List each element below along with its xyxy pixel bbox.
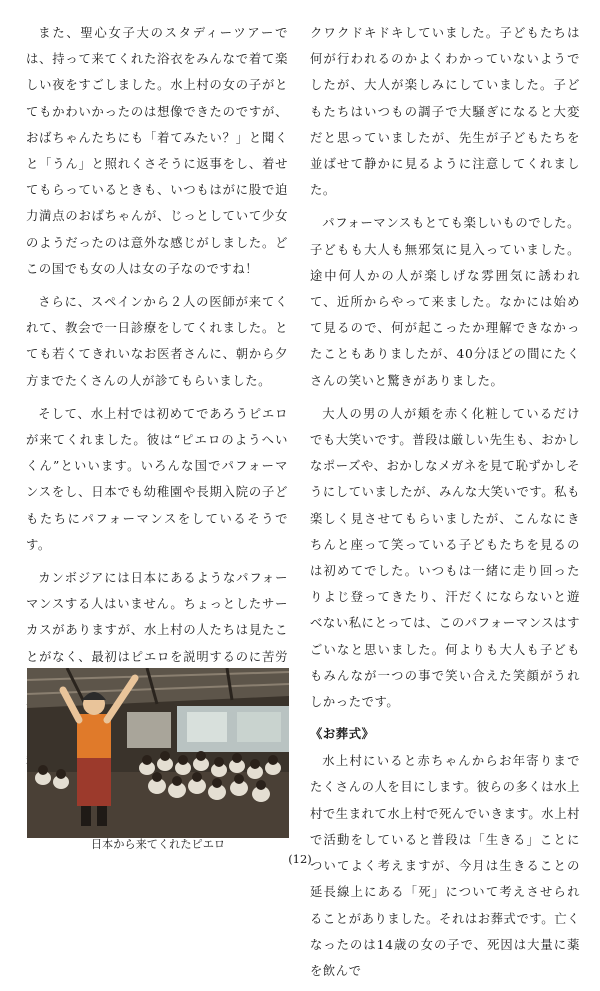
paragraph-laughter: 大人の男の人が頬を赤く化粧しているだけでも大笑いです。普段は厳しい先生も、おかしなポーズや、おかしなメガネを見て恥ずかしそうにしていましたが、みんな大笑いです。私も楽しく見させてもらいましたが、こんなにきちんと座って笑っている子どもたちを見るのは初めてでした。いつもは一緒に走り回ったりよじ登ってきたり、汗だくにならないと遊べない私にとっては、このパフォーマンスはすごいなと思いました。何よりも大人も子どももみんなが一つの事で笑い合えた笑顔がうれしかったです。 [310, 406, 580, 710]
section-heading-funeral: 《お葬式》 [310, 726, 375, 742]
paragraph-excitement: クワクドキドキしていました。子どもたちは何が行われるのかよくわかっていないようでしたが、大人が楽しみにしていました。子どもたちはいつもの調子で大騒ぎになると大変だと思っていましたが、先生が子どもたちを並ばせて静かに見るように注意してくれました。 [310, 26, 580, 198]
paragraph-yukata: また、聖心女子大のスタディーツアーでは、持って来てくれた浴衣をみんなで着て楽しい夜をすごしました。水上村の女の子がとてもかわいかったのは想像できたのですが、おばちゃんたちにも「着てみたい？」と聞くと「うん」と照れくさそうに返事をし、着せてもらっているときも、いつもはがに股で迫力満点のおばちゃんが、じっとしていて少女のようだったのは意外な感じがしました。どこの国でも女の人は女の子なのですね！ [26, 26, 288, 276]
right-column [310, 20, 580, 991]
paragraph-clown-arrival: そして、水上村では初めてであろうピエロが来てくれました。彼は“ピエロのようへいくん”といいます。いろんな国でパフォーマンスをし、日本でも幼稚園や長期入院の子どもたちにパフォーマンスをしているそうです。 [26, 406, 288, 552]
paragraph-doctors: さらに、スペインから２人の医師が来てくれて、教会で一日診療をしてくれました。とても若くてきれいなお医者さんに、朝から夕方までたくさんの人が診てもらいました。 [26, 295, 288, 388]
paragraph-cambodia-performance: カンボジアには日本にあるようなパフォーマンスする人はいません。ちょっとしたサーカスがありますが、水上村の人たちは見たことがなく、最初はピエロを説明するのに苦労 [26, 571, 288, 664]
photo-caption: 日本から来てくれたピエロ [90, 838, 226, 851]
paragraph-funeral: 水上村にいると赤ちゃんからお年寄りまでたくさんの人を目にします。彼らの多くは水上村で生まれて水上村で死んでいきます。水上村で活動をしていると普段は「生きる」ことについてよく考えますが、今月は生きることの延長線上にある「死」について考えさせられることがありました。それはお葬式です。亡くなったのは14歳の女の子で、死因は大量に薬を飲んで [310, 754, 580, 978]
clown-photo-illustration [27, 668, 289, 838]
clown-photo [27, 668, 289, 838]
paragraph-performance: パフォーマンスもとても楽しいものでした。子どもも大人も無邪気に見入っていました。途中何人かの人が楽しげな雰囲気に誘われて、近所からやって来ました。なかには始めて見るので、何が起こったか理解できなかったこともありましたが、40分ほどの間にたくさんの笑いと驚きがありました。 [310, 216, 580, 388]
page-number: (12) [288, 852, 312, 866]
